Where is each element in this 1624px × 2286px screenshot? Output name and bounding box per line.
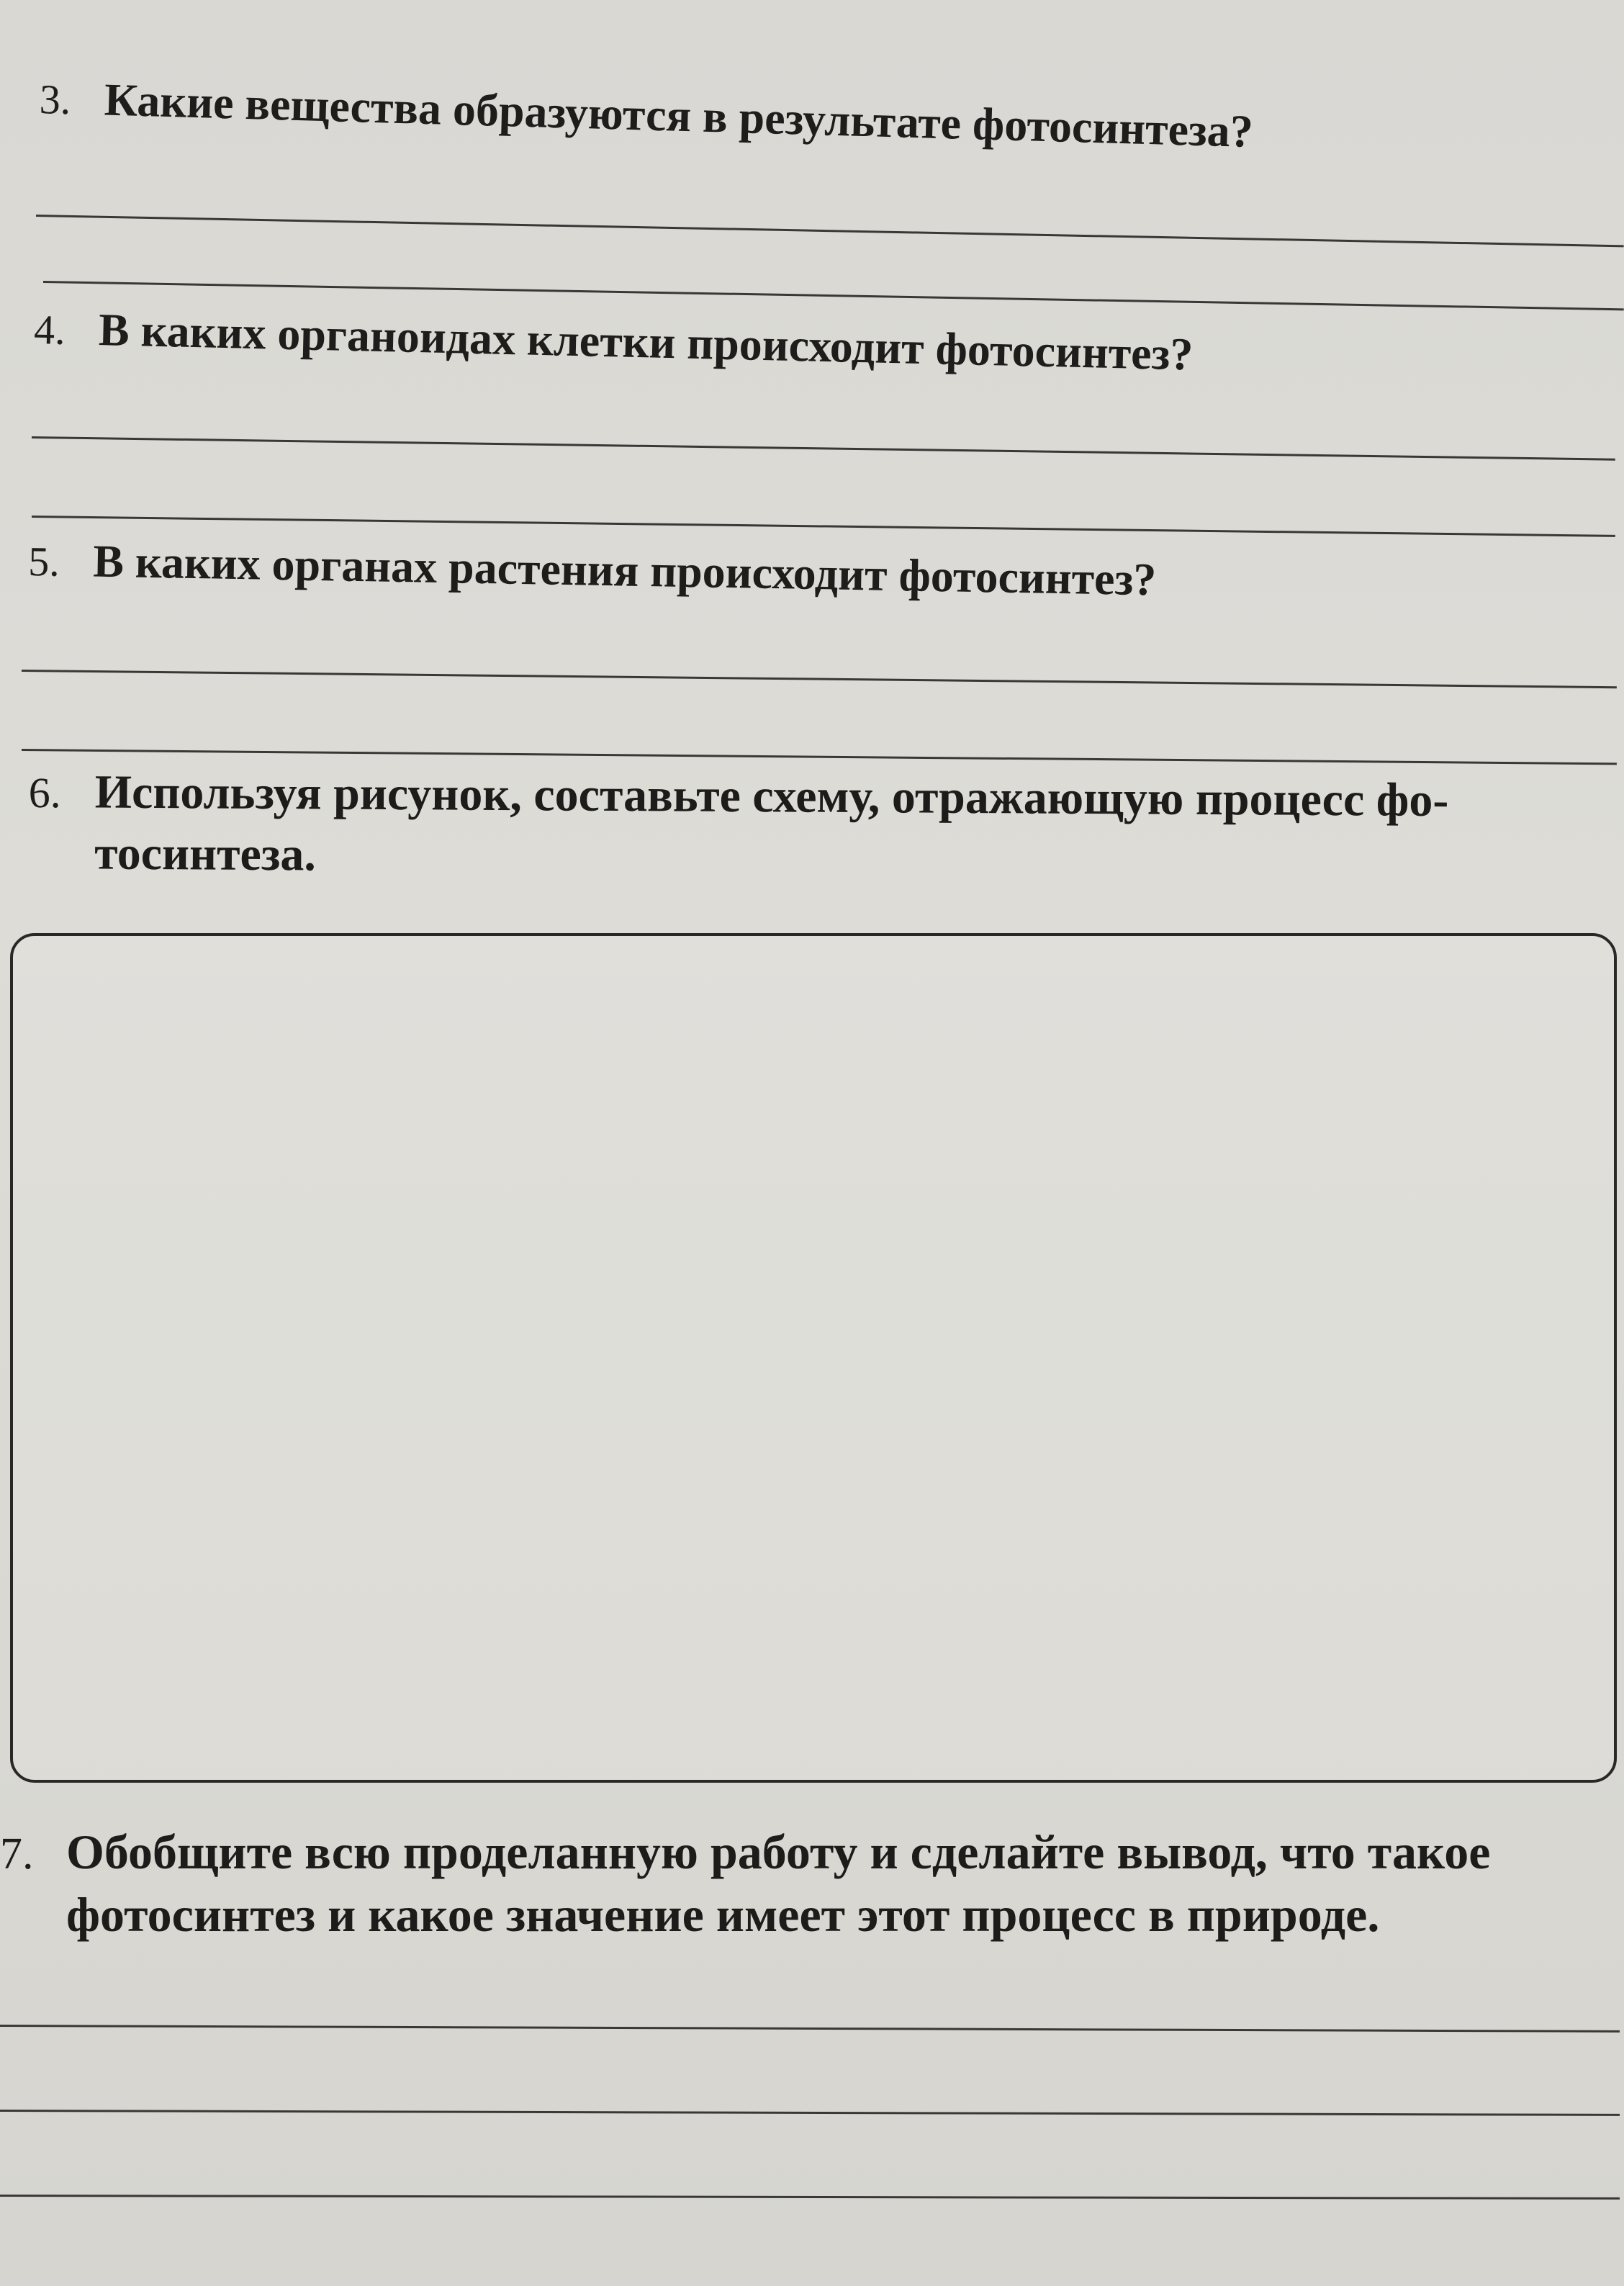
question-4 — [33, 302, 1194, 382]
question-text: Обобщите всю проделанную работу и сделайте вывод, что такое — [66, 1824, 1491, 1879]
question-text: В каких органах растения происходит фотосинтез? — [92, 535, 1157, 606]
question-text: Какие вещества образуются в результате фотосинтеза? — [103, 73, 1254, 158]
question-number: 4. — [33, 305, 66, 354]
question-5 — [28, 534, 1157, 607]
question-text: Используя рисунок, составьте схему, отражающую процесс фо- — [94, 765, 1449, 827]
question-text-continuation: тосинтеза. — [94, 827, 317, 881]
answer-line — [32, 516, 1615, 537]
answer-line — [0, 2110, 1620, 2116]
question-number: 5. — [27, 537, 60, 585]
question-6 — [28, 762, 1605, 893]
question-7 — [0, 1822, 1624, 1945]
answer-line — [43, 281, 1624, 310]
answer-line — [0, 2195, 1620, 2200]
question-text-continuation: фотосинтез и какое значение имеет этот процесс в природе. — [66, 1887, 1380, 1942]
question-3 — [39, 72, 1254, 159]
answer-line — [22, 670, 1617, 688]
drawing-answer-box[interactable] — [10, 933, 1617, 1783]
answer-line — [0, 2025, 1620, 2033]
question-number: 7. — [0, 1830, 34, 1878]
answer-line — [32, 436, 1615, 461]
question-number: 6. — [28, 768, 61, 817]
question-text: В каких органоидах клетки происходит фотосинтез? — [98, 304, 1194, 380]
answer-line — [36, 215, 1624, 247]
question-number: 3. — [39, 75, 72, 124]
